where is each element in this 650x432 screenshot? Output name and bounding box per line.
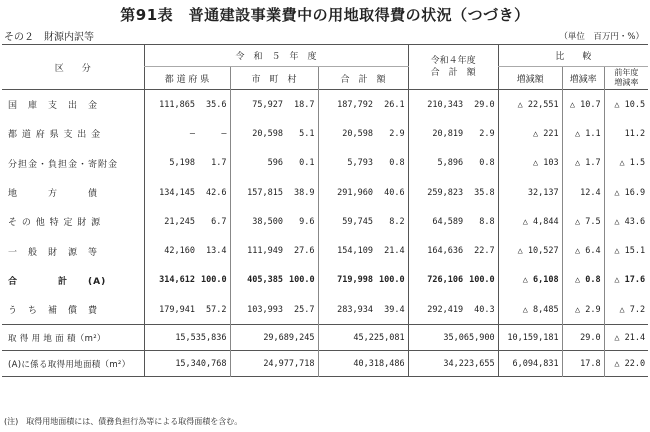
cell-r4: 292,419	[408, 295, 466, 325]
cell-r4-pct: 100.0	[469, 275, 495, 286]
cell-prev: △ 17.6	[604, 266, 648, 295]
cell-pref: 134,145	[144, 178, 198, 207]
cell-r4-pct: 22.7	[474, 246, 495, 257]
cell-total: 154,109	[318, 236, 376, 265]
table-row	[2, 266, 648, 295]
table-row	[2, 207, 648, 236]
page-title: 第91表 普通建設事業費中の用地取得費の状況（つづき）	[120, 6, 530, 24]
cell-prev: △ 1.5	[604, 149, 648, 178]
cell-muni: 38,500	[230, 207, 286, 236]
cell-muni-pct: 100.0	[289, 275, 315, 286]
footnote: (注) 取得用地面積には、債務負担行為等による取得面積を含む。	[4, 417, 243, 426]
cell-muni: 24,977,718	[230, 351, 318, 377]
cell-pref: 42,160	[144, 236, 198, 265]
cell-r4: 20,819	[408, 119, 466, 148]
cell-total: 20,598	[318, 119, 376, 148]
cell-rate: △ 1.1	[562, 119, 604, 148]
header-prefecture: 都 道 府 県	[144, 67, 230, 90]
cell-total-pct: 40.6	[384, 187, 405, 198]
header-reiwa4: 令和４年度 合 計 額	[408, 45, 498, 90]
cell-prev: △ 43.6	[604, 207, 648, 236]
cell-muni: 405,385	[230, 266, 286, 295]
unit-label: （単位 百万円・%）	[559, 32, 644, 42]
cell-rate: 12.4	[562, 178, 604, 207]
cell-prev: △ 22.0	[604, 351, 648, 377]
row-label: 合 計 (A)	[8, 276, 107, 287]
table-row	[2, 119, 648, 148]
cell-muni: 20,598	[230, 119, 286, 148]
cell-diff: △ 4,844	[498, 207, 562, 236]
cell-r4: 210,343	[408, 90, 466, 120]
row-label: 地 方 債	[8, 189, 99, 200]
cell-r4-pct: 29.0	[474, 99, 495, 110]
cell-diff: 32,137	[498, 178, 562, 207]
cell-pref: 15,340,768	[144, 351, 230, 377]
cell-pref-pct: 100.0	[201, 275, 227, 286]
cell-r4: 34,223,655	[408, 351, 498, 377]
cell-diff: 6,094,831	[498, 351, 562, 377]
cell-pref: 111,865	[144, 90, 198, 120]
cell-muni: 29,689,245	[230, 325, 318, 351]
cell-muni: 157,815	[230, 178, 286, 207]
cell-rate: △ 1.7	[562, 149, 604, 178]
table-row	[2, 90, 648, 120]
cell-r4: 164,636	[408, 236, 466, 265]
row-label: 国 庫 支 出 金	[8, 101, 99, 112]
row-label: (A)に係る取得用地面積（m²）	[8, 359, 131, 370]
cell-total-pct: 26.1	[384, 99, 405, 110]
cell-muni-pct: 25.7	[294, 304, 315, 315]
cell-pref-pct: –	[221, 128, 227, 139]
header-comparison: 比 較	[498, 45, 648, 67]
cell-pref-pct: 6.7	[211, 216, 227, 227]
cell-prev: 11.2	[604, 119, 648, 148]
area-row	[2, 325, 648, 351]
row-label: 分担金・負担金・寄附金	[8, 159, 119, 170]
table-row	[2, 295, 648, 325]
cell-diff: △ 10,527	[498, 236, 562, 265]
cell-prev: △ 21.4	[604, 325, 648, 351]
cell-r4-pct: 40.3	[474, 304, 495, 315]
cell-pref-pct: 13.4	[206, 246, 227, 257]
cell-pref: 314,612	[144, 266, 198, 295]
cell-total: 5,793	[318, 149, 376, 178]
cell-muni: 103,993	[230, 295, 286, 325]
cell-total-pct: 8.2	[389, 216, 405, 227]
cell-total-pct: 100.0	[379, 275, 405, 286]
cell-diff: △ 22,551	[498, 90, 562, 120]
cell-pref-pct: 42.6	[206, 187, 227, 198]
cell-muni: 111,949	[230, 236, 286, 265]
cell-muni-pct: 27.6	[294, 246, 315, 257]
cell-pref: 5,198	[144, 149, 198, 178]
header-prev-rate: 前年度 増減率	[604, 67, 648, 90]
cell-total-pct: 2.9	[389, 128, 405, 139]
row-label: 都 道 府 県 支 出 金	[8, 130, 102, 141]
data-table	[2, 44, 648, 377]
row-label: そ の 他 特 定 財 源	[8, 218, 102, 229]
header-diff: 増減額	[498, 67, 562, 90]
row-label: 取 得 用 地 面 積（m²）	[8, 333, 106, 344]
cell-muni-pct: 18.7	[294, 99, 315, 110]
cell-pref: –	[144, 119, 198, 148]
table-row	[2, 178, 648, 207]
cell-r4: 64,589	[408, 207, 466, 236]
table-body	[2, 90, 648, 377]
cell-rate: △ 2.9	[562, 295, 604, 325]
cell-r4: 259,823	[408, 178, 466, 207]
cell-diff: △ 8,485	[498, 295, 562, 325]
cell-pref: 21,245	[144, 207, 198, 236]
table-row	[2, 236, 648, 265]
cell-muni-pct: 38.9	[294, 187, 315, 198]
row-label: う ち 補 償 費	[8, 306, 99, 317]
cell-total: 291,960	[318, 178, 376, 207]
cell-muni: 75,927	[230, 90, 286, 120]
cell-total: 719,998	[318, 266, 376, 295]
cell-diff: △ 103	[498, 149, 562, 178]
cell-muni-pct: 0.1	[299, 158, 315, 169]
header-total: 合 計 額	[318, 67, 408, 90]
row-label: 一 般 財 源 等	[8, 247, 99, 258]
cell-muni: 596	[230, 149, 286, 178]
header-reiwa5: 令 和 ５ 年 度	[144, 45, 408, 67]
cell-rate: 17.8	[562, 351, 604, 377]
header-municipality: 市 町 村	[230, 67, 318, 90]
cell-r4-pct: 0.8	[479, 158, 495, 169]
cell-pref-pct: 57.2	[206, 304, 227, 315]
cell-muni-pct: 9.6	[299, 216, 315, 227]
cell-diff: 10,159,181	[498, 325, 562, 351]
cell-r4-pct: 35.8	[474, 187, 495, 198]
cell-rate: △ 10.7	[562, 90, 604, 120]
cell-rate: △ 7.5	[562, 207, 604, 236]
cell-rate: △ 6.4	[562, 236, 604, 265]
cell-prev: △ 7.2	[604, 295, 648, 325]
header-rate: 増減率	[562, 67, 604, 90]
cell-diff: △ 221	[498, 119, 562, 148]
cell-total-pct: 0.8	[389, 158, 405, 169]
cell-muni-pct: 5.1	[299, 128, 315, 139]
cell-total: 187,792	[318, 90, 376, 120]
cell-total-pct: 39.4	[384, 304, 405, 315]
area-row	[2, 351, 648, 377]
cell-r4: 35,065,900	[408, 325, 498, 351]
cell-total-pct: 21.4	[384, 246, 405, 257]
cell-pref: 179,941	[144, 295, 198, 325]
subtitle: その２ 財源内訳等	[4, 32, 94, 43]
cell-total: 40,318,486	[318, 351, 408, 377]
cell-r4: 5,896	[408, 149, 466, 178]
cell-r4: 726,106	[408, 266, 466, 295]
cell-prev: △ 16.9	[604, 178, 648, 207]
cell-diff: △ 6,108	[498, 266, 562, 295]
cell-pref-pct: 35.6	[206, 99, 227, 110]
cell-total: 283,934	[318, 295, 376, 325]
cell-r4-pct: 8.8	[479, 216, 495, 227]
cell-rate: △ 0.8	[562, 266, 604, 295]
cell-pref-pct: 1.7	[211, 158, 227, 169]
cell-r4-pct: 2.9	[479, 128, 495, 139]
header-category: 区 分	[2, 45, 144, 90]
table-row	[2, 149, 648, 178]
cell-total: 45,225,081	[318, 325, 408, 351]
cell-pref: 15,535,836	[144, 325, 230, 351]
cell-total: 59,745	[318, 207, 376, 236]
cell-prev: △ 10.5	[604, 90, 648, 120]
cell-rate: 29.0	[562, 325, 604, 351]
cell-prev: △ 15.1	[604, 236, 648, 265]
